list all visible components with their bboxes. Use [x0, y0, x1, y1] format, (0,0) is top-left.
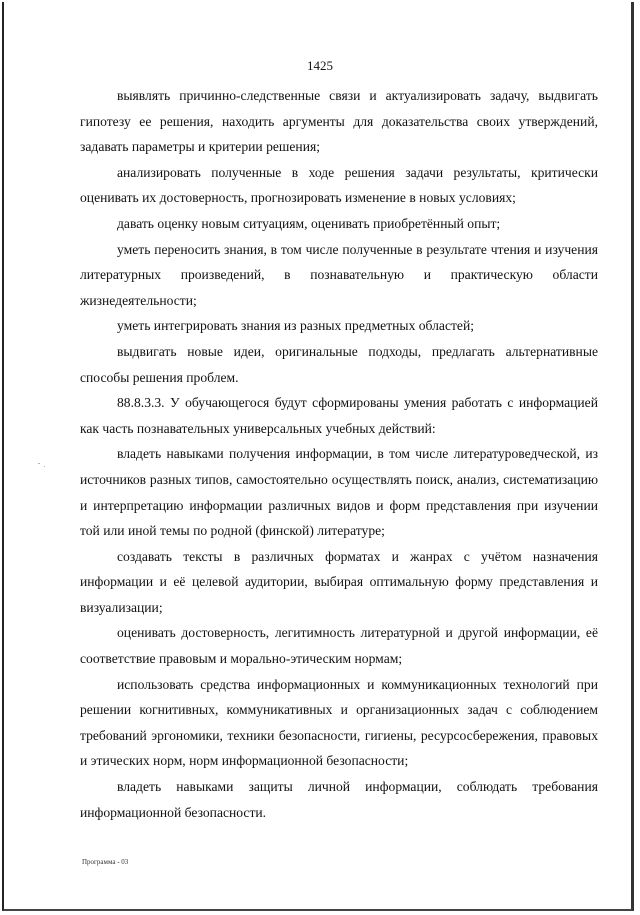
document-body [80, 83, 598, 825]
scan-speck [44, 466, 45, 467]
paragraph-4: уметь переносить знания, в том числе полученные в результате чтения и изучения литературных произведений, в познавательную и практическую области жизнедеятельности; [80, 241, 598, 308]
paragraph-6: выдвигать новые идеи, оригинальные подходы, предлагать альтернативные способы решения проблем. [80, 343, 598, 385]
paragraph-3: давать оценку новым ситуациям, оценивать приобретённый опыт; [117, 215, 501, 231]
paragraph-2: анализировать полученные в ходе решения задачи результаты, критически оценивать их достоверность, прогнозировать изменение в новых условиях; [80, 164, 598, 206]
paragraph-5: уметь интегрировать знания из разных предметных областей; [117, 318, 475, 334]
paragraph-8: владеть навыками получения информации, в том числе литературоведческой, из источников разных типов, самостоятельно осуществлять поиск, анализ, систематизацию и интерпретацию информации различных видов и форм представления при изучении той или иной темы по родной (финской) литературе; [80, 446, 598, 539]
paragraph-7: 88.8.3.3. У обучающегося будут сформированы умения работать с информацией как часть познавательных универсальных учебных действий: [80, 395, 598, 436]
scan-speck [38, 463, 40, 464]
paragraph-9: создавать тексты в различных форматах и жанрах с учётом назначения информации и её целевой аудитории, выбирая оптимальную форму представления и визуализации; [80, 548, 598, 615]
paragraph-12: владеть навыками защиты личной информации, соблюдать требования информационной безопасности. [80, 779, 598, 820]
page-number: 1425 [307, 58, 333, 73]
paragraph-11: использовать средства информационных и коммуникационных технологий при решении когнитивных, коммуникативных и организационных задач с соблюдением требований эргономики, техники безопасности, гигиены, ресурсосбережения, правовых и этических норм, норм информационной безопасности; [80, 676, 598, 769]
paragraph-10: оценивать достоверность, легитимность литературной и другой информации, её соответствие правовым и морально-этическим нормам; [80, 625, 598, 667]
paragraph-1: выявлять причинно-следственные связи и актуализировать задачу, выдвигать гипотезу ее решения, находить аргументы для доказательства своих утверждений, задавать параметры и критерии решения; [80, 88, 598, 155]
footer-note: Программа - 03 [82, 858, 129, 866]
